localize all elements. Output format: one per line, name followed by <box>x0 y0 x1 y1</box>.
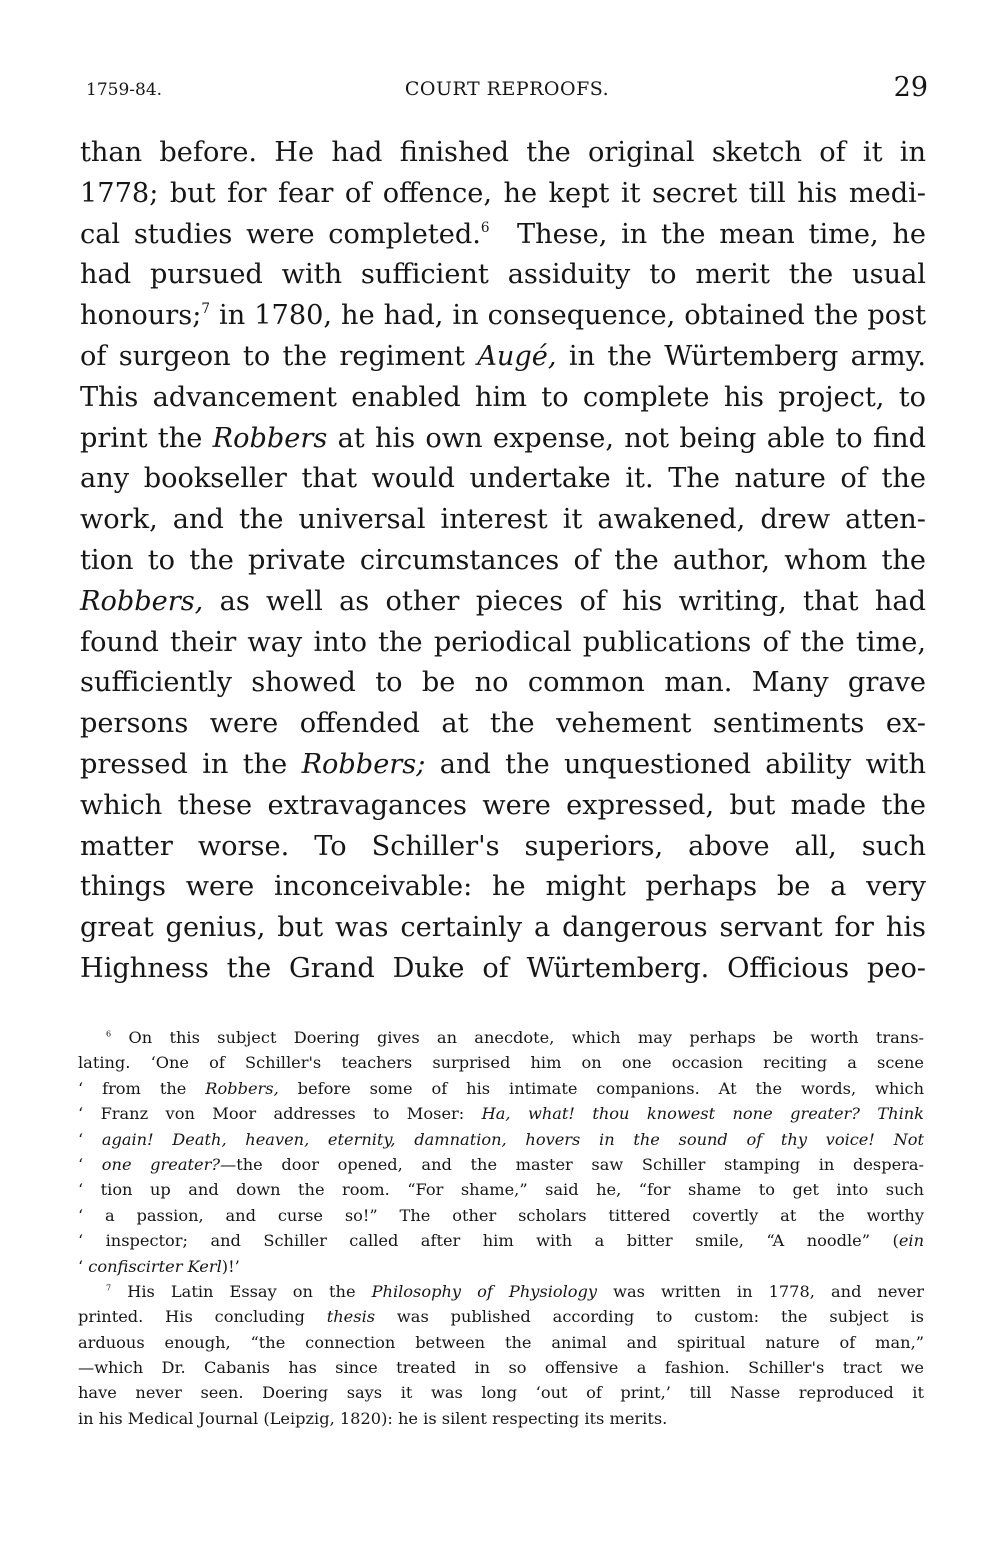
header-years: 1759-84. <box>86 80 163 100</box>
text-line: honours;$^7$ in 1780, he had, in consequence, obtained the post <box>80 300 926 332</box>
running-header <box>86 72 928 112</box>
text-line: print the Robbers at his own expense, not being able to find <box>80 422 927 454</box>
text-line: found their way into the periodical publications of the time, <box>80 626 926 658</box>
footnotes <box>78 1025 924 1431</box>
text-line: things were inconceivable: he might perhaps be a very <box>80 871 926 903</box>
text-line: tion to the private circumstances of the author, whom the <box>80 544 926 576</box>
footnote-6 <box>78 1025 924 1279</box>
footnote-line: $^6$ On this subject Doering gives an anecdote, which may perhaps be worth trans- <box>106 1028 924 1047</box>
footnote-line: printed. His concluding thesis was published according to custom: the subject is <box>78 1307 924 1327</box>
footnote-line: —which Dr. Cabanis has since treated in so offensive a fashion. Schiller's tract we <box>78 1358 924 1378</box>
text-line: 1778; but for fear of offence, he kept it secret till his medi- <box>80 177 926 209</box>
text-line: had pursued with sufficient assiduity to merit the usual <box>80 259 926 291</box>
text-line: than before. He had finished the original sketch of it in <box>80 137 926 168</box>
text-line: work, and the universal interest it awakened, drew atten- <box>80 504 926 536</box>
footnote-line: ‘ Franz von Moor addresses to Moser: Ha, what! thou knowest none greater? Think <box>78 1104 924 1124</box>
main-text <box>80 133 926 990</box>
text-line: any bookseller that would undertake it. The nature of the <box>80 463 926 495</box>
footnote-line: ‘ tion up and down the room. “For shame,” said he, “for shame to get into such <box>78 1180 924 1200</box>
text-line: which these extravagances were expressed, but made the <box>80 789 926 821</box>
footnote-ref-6: 6 <box>480 219 490 236</box>
footnote-7 <box>78 1279 924 1431</box>
footnote-line: $^7$ His Latin Essay on the Philosophy of Physiology was written in 1778, and never <box>106 1281 924 1301</box>
footnote-line: lating. ‘One of Schiller's teachers surprised him on one occasion reciting a scene <box>78 1053 924 1073</box>
footnote-line: ‘ a passion, and curse so!” The other scholars tittered covertly at the worthy <box>78 1205 924 1225</box>
text-line: persons were offended at the vehement sentiments ex- <box>80 708 926 740</box>
text-line: Highness the Grand Duke of Würtemberg. Officious peo- <box>80 952 926 984</box>
text-line: of surgeon to the regiment Augé, in the Würtemberg army. <box>80 340 927 372</box>
footnote-line: ‘ one greater?—the door opened, and the master saw Schiller stamping in despera- <box>78 1154 925 1174</box>
footnote-line: ‘ confiscirter Kerl)!’ <box>78 1256 240 1276</box>
footnote-marker-6: 6 <box>106 1028 112 1039</box>
footnote-line: ‘ inspector; and Schiller called after him with a bitter smile, “A noodle” (ein <box>78 1231 924 1251</box>
footnote-line: ‘ from the Robbers, before some of his intimate companions. At the words, which <box>78 1078 924 1098</box>
footnote-marker-7: 7 <box>106 1282 112 1293</box>
footnote-ref-7: 7 <box>201 301 211 318</box>
text-line: This advancement enabled him to complete his project, to <box>80 381 926 413</box>
footnote-line: have never seen. Doering says it was long ‘out of print,’ till Nasse reproduced it <box>78 1383 924 1403</box>
footnote-line: arduous enough, “the connection between the animal and spiritual nature of man,” <box>78 1332 924 1352</box>
text-line: sufficiently showed to be no common man. Many grave <box>80 667 926 699</box>
text-line: Robbers, as well as other pieces of his writing, that had <box>80 585 926 617</box>
page-number: 29 <box>893 72 928 103</box>
footnote-line: in his Medical Journal (Leipzig, 1820): he is silent respecting its merits. <box>78 1408 668 1428</box>
footnote-line: ‘ again! Death, heaven, eternity, damnation, hovers in the sound of thy voice! Not <box>78 1129 924 1149</box>
text-line: matter worse. To Schiller's superiors, above all, such <box>80 830 926 862</box>
text-line: great genius, but was certainly a dangerous servant for his <box>80 912 926 944</box>
text-line: cal studies were completed.$^6$ These, in the mean time, he <box>80 218 926 250</box>
header-title: COURT REPROOFS. <box>404 78 610 100</box>
text-line: pressed in the Robbers; and the unquestioned ability with <box>80 748 926 780</box>
